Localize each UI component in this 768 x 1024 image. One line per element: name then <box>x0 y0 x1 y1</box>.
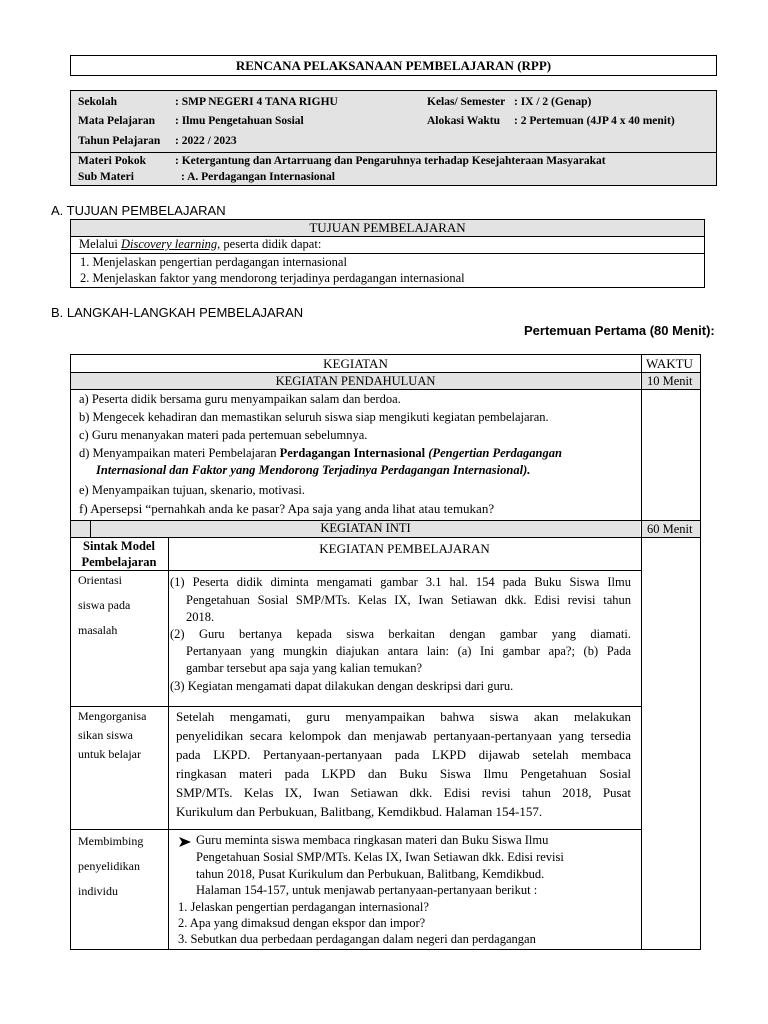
tujuan-intro-suffix: peserta didik dapat: <box>220 237 322 251</box>
membimbing-question-1: 1. Jelaskan pengertian perdagangan internasional? <box>178 900 429 914</box>
info-divider <box>70 152 717 153</box>
orientasi-sintak-1: Orientasi <box>78 573 122 587</box>
document-title: RENCANA PELAKSANAAN PEMBELAJARAN (RPP) <box>235 58 552 73</box>
row-line-sintak <box>70 570 642 571</box>
mengorganisasi-sintak-1: Mengorganisa <box>78 709 147 723</box>
membimbing-line-3: tahun 2018, Pusat Kurikulum dan Perbukuan, Balitbang, Kemdikbud. <box>196 867 545 881</box>
orientasi-line-7: (3) Kegiatan mengamati dapat dilakukan dengan deskripsi dari guru. <box>170 679 514 693</box>
row-line-orientasi <box>70 706 642 707</box>
tujuan-table-header: TUJUAN PEMBELAJARAN <box>309 220 466 235</box>
row-line-mengorganisasi <box>70 829 642 830</box>
pendahuluan-item-c: c) Guru menanyakan materi pada pertemuan sebelumnya. <box>79 428 368 442</box>
pendahuluan-item-d <box>79 447 562 460</box>
membimbing-question-3: 3. Sebutkan dua perbedaan perdagangan dalam negeri dan perdagangan <box>178 932 536 946</box>
tujuan-intro-prefix: Melalui <box>79 237 122 251</box>
tahun-value: : 2022 / 2023 <box>175 135 237 147</box>
section-a-heading: A. TUJUAN PEMBELAJARAN <box>51 203 226 218</box>
mengorganisasi-sintak-3: untuk belajar <box>78 747 141 761</box>
membimbing-sintak-1: Membimbing <box>78 834 144 848</box>
orientasi-line-3: 2018. <box>186 610 215 624</box>
sekolah-value: : SMP NEGERI 4 TANA RIGHU <box>175 96 338 108</box>
tujuan-item-1: 1. Menjelaskan pengertian perdagangan internasional <box>80 255 347 269</box>
mengorganisasi-line-3: pada LKPD. Pertanyaan-pertanyaan pada LKPD dijawab setelah membaca <box>176 747 631 762</box>
section-b-heading: B. LANGKAH-LANGKAH PEMBELAJARAN <box>51 305 304 320</box>
tahun-label: Tahun Pelajaran <box>78 135 161 147</box>
mengorganisasi-line-1: Setelah mengamati, guru menyampaikan bahwa siswa akan melakukan <box>176 709 631 724</box>
sintak-header-line1: Sintak Model <box>83 539 155 553</box>
membimbing-question-2: 2. Apa yang dimaksud dengan ekspor dan impor? <box>178 916 426 930</box>
sekolah-label: Sekolah <box>78 96 117 108</box>
row-line-inti <box>70 537 701 538</box>
materi-label: Materi Pokok <box>78 155 147 167</box>
membimbing-line-4: Halaman 154-157, untuk menjawab pertanyaan-pertanyaan berikut : <box>196 883 538 897</box>
arrow-bullet-icon <box>178 835 192 847</box>
pendahuluan-item-d-bold-italic: (Pengertian Perdagangan <box>425 446 562 460</box>
pendahuluan-item-b: b) Mengecek kehadiran dan memastikan seluruh siswa siap mengikuti kegiatan pembelajaran. <box>79 410 549 424</box>
mapel-value: : Ilmu Pengetahuan Sosial <box>175 115 304 127</box>
mengorganisasi-line-2: penyelidikan secara kelompok dan menjawab pertanyaan-pertanyaan yang tersedia <box>176 728 631 743</box>
mengorganisasi-line-5: SMP/MTs. Kelas IX, Iwan Setiawan dkk. Edisi revisi tahun 2018, Pusat <box>176 785 631 800</box>
tujuan-divider-2 <box>70 253 705 254</box>
orientasi-line-5: Pertanyaan yang mungkin diajukan antara lain: (a) Ini gambar apa?; (b) Pada <box>186 644 631 658</box>
membimbing-sintak-3: individu <box>78 884 119 898</box>
mengorganisasi-line-4: ringkasan materi pada LKPD dan Buku Siswa Ilmu Pengetahuan Sosial <box>176 766 631 781</box>
kegiatan-pembelajaran-header: KEGIATAN PEMBELAJARAN <box>319 541 490 556</box>
mapel-label: Mata Pelajaran <box>78 115 155 127</box>
alokasi-label: Alokasi Waktu <box>427 115 500 127</box>
sub-label: Sub Materi <box>78 171 134 183</box>
mengorganisasi-line-6: Kurikulum dan Perbukuan, Balitbang, Kemdikbud. Halaman 154-157. <box>176 804 543 819</box>
membimbing-sintak-2: penyelidikan <box>78 859 140 873</box>
orientasi-sintak-3: masalah <box>78 623 118 637</box>
pendahuluan-time: 10 Menit <box>647 374 693 388</box>
materi-value: : Ketergantung dan Artarruang dan Pengaruhnya terhadap Kesejahteraan Masyarakat <box>175 155 606 167</box>
tujuan-intro <box>79 238 321 251</box>
meeting-label: Pertemuan Pertama (80 Menit): <box>524 323 715 338</box>
row-line-pendahuluan <box>70 389 701 390</box>
sub-value: : A. Perdagangan Internasional <box>181 171 335 183</box>
pendahuluan-item-a: a) Peserta didik bersama guru menyampaikan salam dan berdoa. <box>79 392 401 406</box>
membimbing-line-2: Pengetahuan Sosial SMP/MTs. Kelas IX, Iwan Setiawan dkk. Edisi revisi <box>196 850 564 864</box>
pendahuluan-item-e: e) Menyampaikan tujuan, skenario, motivasi. <box>79 483 305 497</box>
pendahuluan-title: KEGIATAN PENDAHULUAN <box>275 374 436 388</box>
orientasi-sintak-2: siswa pada <box>78 598 131 612</box>
sintak-header-line2: Pembelajaran <box>81 555 157 569</box>
orientasi-line-1: (1) Peserta didik diminta mengamati gambar 3.1 hal. 154 pada Buku Siswa Ilmu <box>170 575 631 589</box>
alokasi-value: : 2 Pertemuan (4JP 4 x 40 menit) <box>514 115 675 127</box>
kelas-value: : IX / 2 (Genap) <box>514 96 592 108</box>
info-box <box>70 90 717 186</box>
orientasi-line-6: gambar tersebut apa saja yang kalian temukan? <box>186 661 423 675</box>
kegiatan-column-header: KEGIATAN <box>323 356 388 371</box>
mengorganisasi-sintak-2: sikan siswa <box>78 728 133 742</box>
orientasi-line-4: (2) Guru bertanya kepada siswa berkaitan dengan gambar yang diamati. <box>170 627 631 641</box>
inti-time: 60 Menit <box>647 522 693 536</box>
pendahuluan-item-d-bold: Perdagangan Internasional <box>279 446 426 460</box>
inti-title: KEGIATAN INTI <box>320 521 411 535</box>
pendahuluan-item-d-line2: Internasional dan Faktor yang Mendorong Terjadinya Perdagangan Internasional). <box>96 463 531 477</box>
pendahuluan-item-d-prefix: d) Menyampaikan materi Pembelajaran <box>79 446 280 460</box>
sintak-column-line <box>168 537 169 950</box>
waktu-column-header: WAKTU <box>646 356 693 371</box>
row-line-header <box>70 372 701 373</box>
orientasi-line-2: Pengetahuan Sosial SMP/MTs. Kelas IX, Iwan Setiawan dkk. Edisi revisi tahun <box>186 593 631 607</box>
kelas-label: Kelas/ Semester <box>427 96 506 108</box>
waktu-column-line <box>641 354 642 950</box>
pendahuluan-item-f: f) Apersepsi “pernahkah anda ke pasar? Apa saja yang anda lihat atau temukan? <box>79 501 495 516</box>
membimbing-line-1: Guru meminta siswa membaca ringkasan materi dan Buku Siswa Ilmu <box>196 833 549 847</box>
tujuan-intro-method: Discovery learning, <box>121 237 221 251</box>
tujuan-item-2: 2. Menjelaskan faktor yang mendorong terjadinya perdagangan internasional <box>80 271 465 285</box>
